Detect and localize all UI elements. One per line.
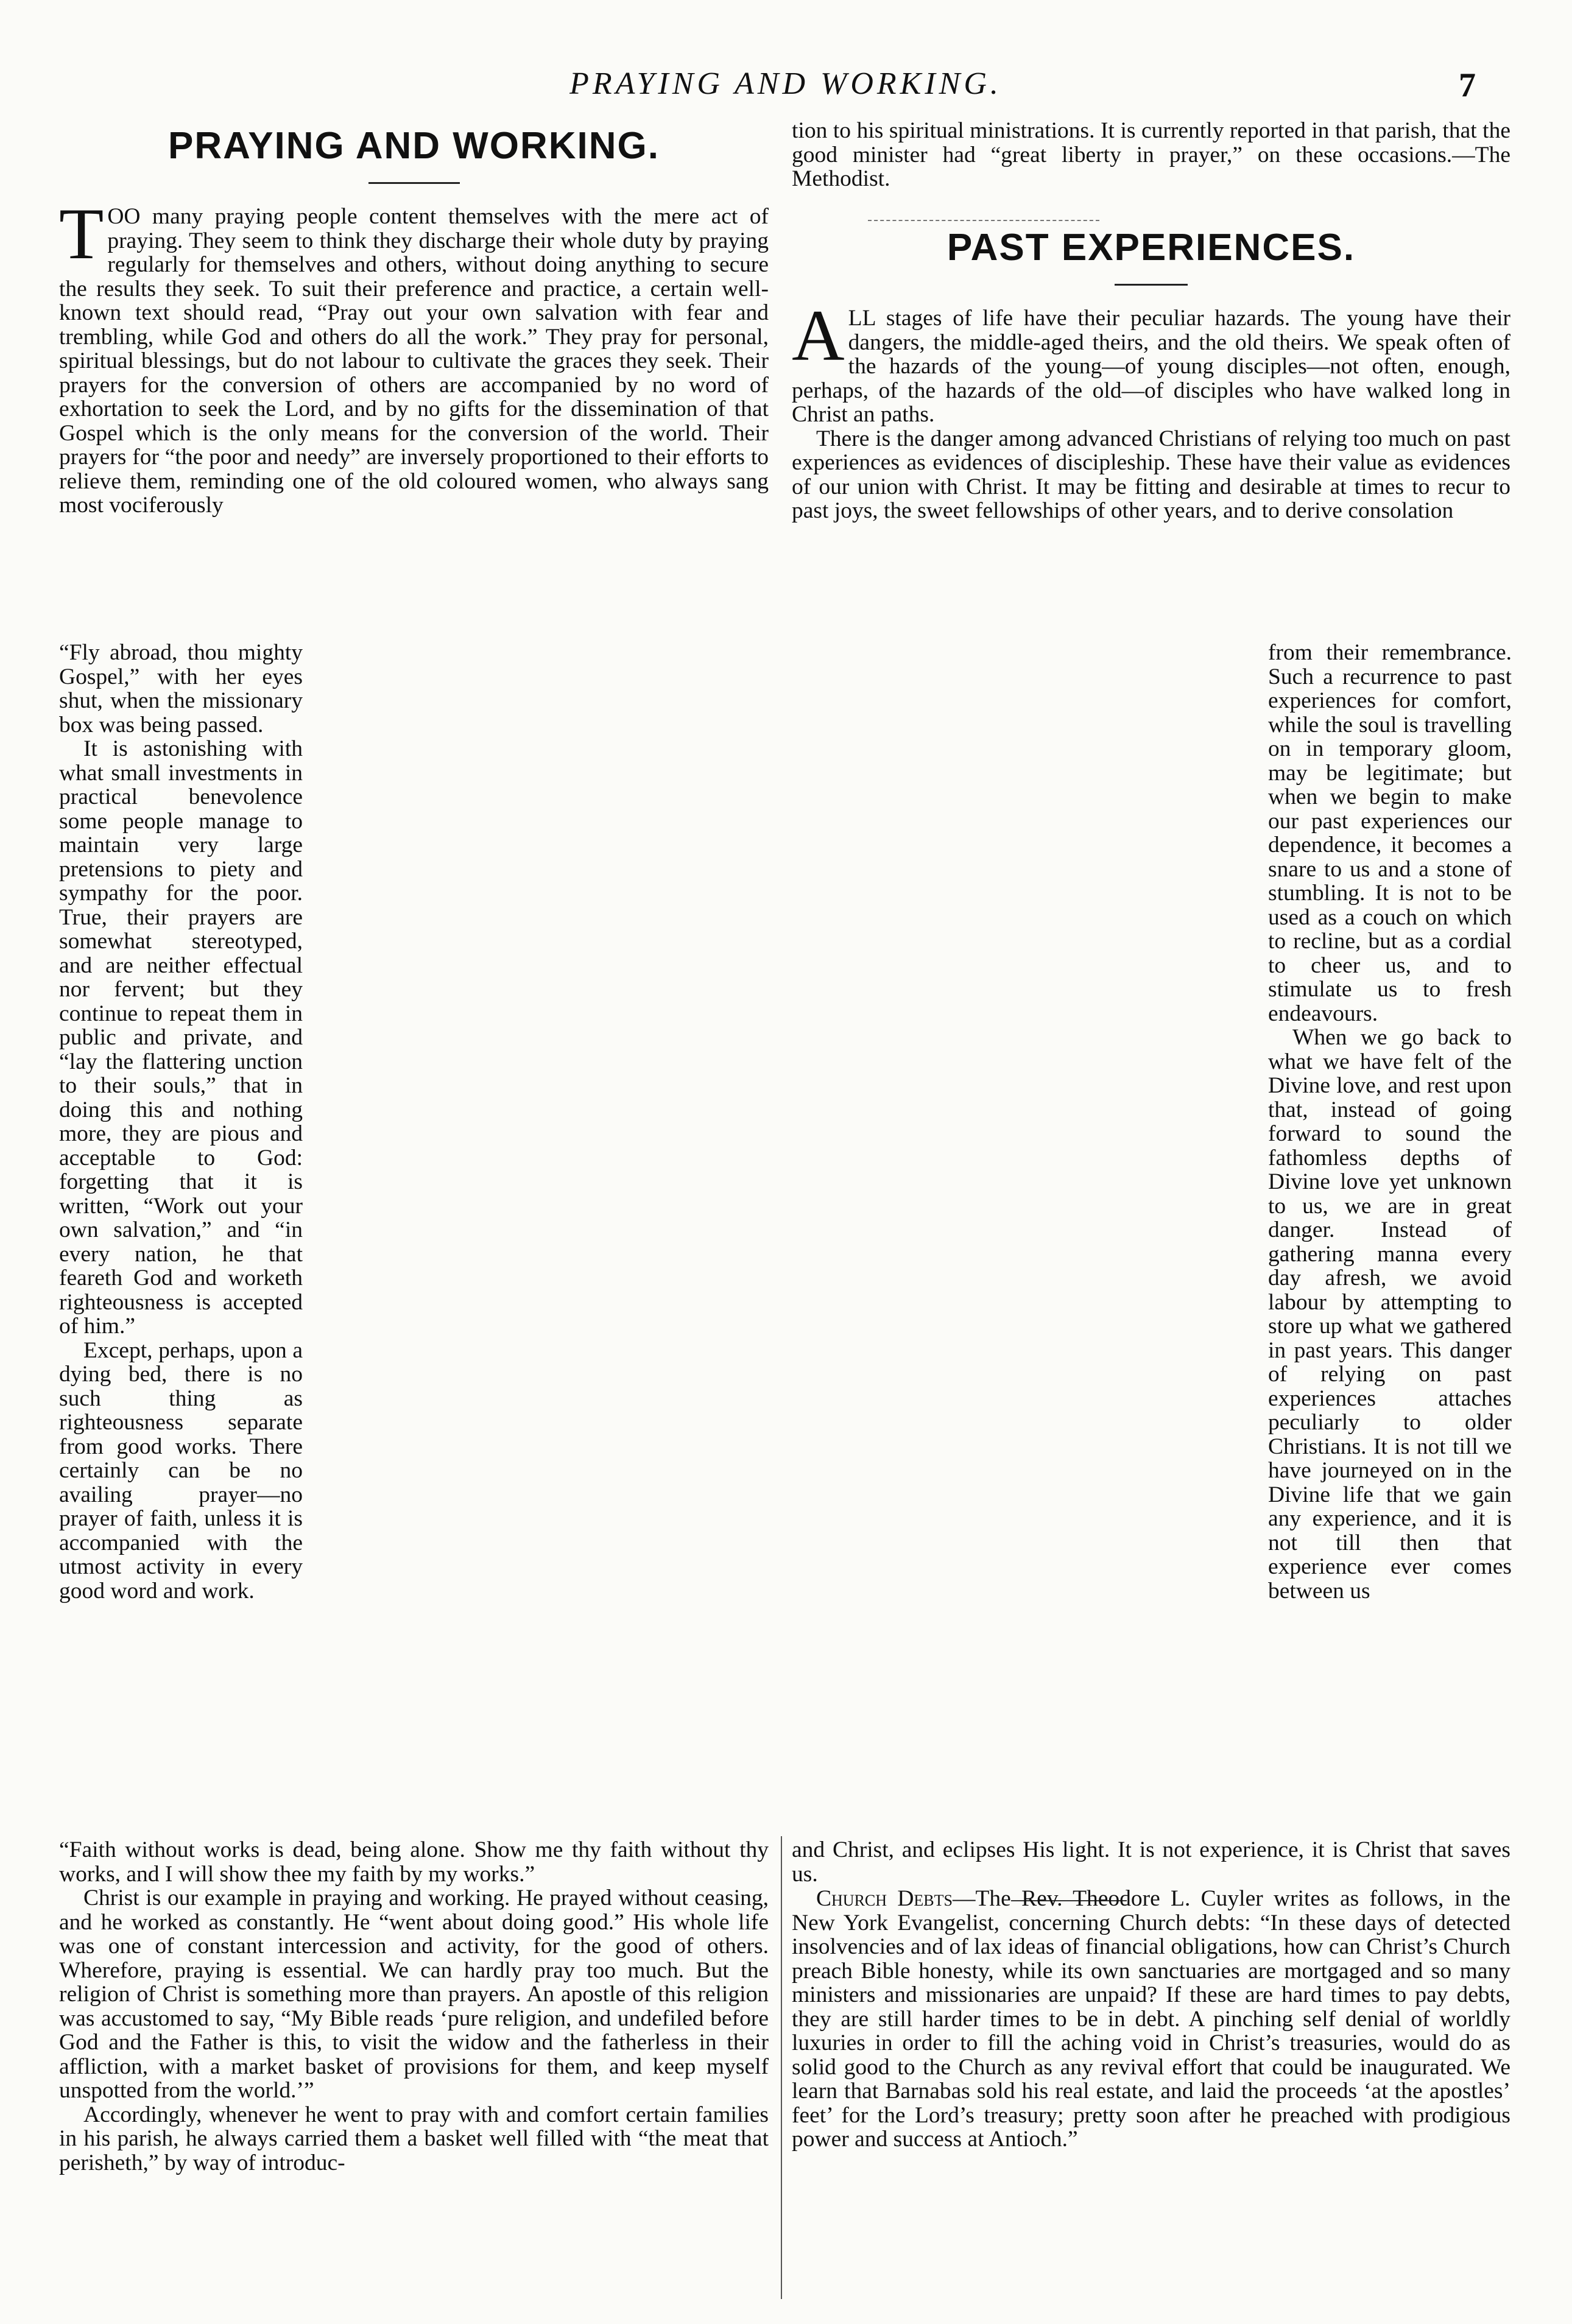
section-divider <box>868 220 1099 221</box>
intro-text: OO many praying people content themselves with the mere act of praying. They seem to think they discharge their whole duty by praying regularly for themselves and others, without doing anything to secure the results they seek. To suit their preference and practice, a certain well-known text should read, “Pray out your own salvation with fear and trembling, while God and others do all the work.” They pray for personal, spiritual blessings, but do not labour to cultivate the graces they seek. Their prayers for the conversion of others are accompanied by no word of exhortation to seek the Lord, and by no gifts for the dissemination of that Gospel which is the only means for the conversion of the world. Their prayers for “the poor and needy” are inversely proportioned to their efforts to relieve them, reminding one of the old coloured women, who always sang most vociferously <box>59 204 769 518</box>
title-rule <box>368 182 460 184</box>
intro-text: LL stages of life have their peculiar hazards. The young have their dangers, the middle-aged theirs, and the old theirs. We speak often of the hazards of the young—of young disciples—not often, enough, perhaps, of the hazards of the old—of disciples who have walked long in Christ an paths. <box>792 306 1510 427</box>
article-past-experiences <box>792 227 1510 523</box>
drop-cap: T <box>59 193 104 274</box>
left-wide-column <box>59 1838 769 2175</box>
paragraph: tion to his spiritual ministrations. It is currently reported in that parish, that the good minister had “great liberty in prayer,” on these occasions.—The Methodist. <box>792 118 1510 191</box>
paragraph: Christ is our example in praying and working. He prayed without ceasing, and he worked as constantly. He “went about doing good.” His whole life was one of constant intercession and activity, for the good of others. Wherefore, praying is essential. We can hardly pray too much. But the religion of Christ is something more than prayers. An apostle of this religion was accustomed to say, “My Bible reads ‘pure religion, and undefiled before God and the Father is this, to visit the widow and the fatherless in their affliction, with a market basket of provisions for them, and keep myself unspotted from the world.’” <box>59 1886 769 2103</box>
paragraph: When we go back to what we have felt of the Divine love, and rest upon that, instead of going forward to sound the fathomless depths of Divine love yet unknown to us, we are in great danger. Instead of gathering manna every day afresh, we avoid labour by attempting to store up what we gathered in past years. This danger of relying on past experiences attaches peculiarly to older Christians. It is not till we have journeyed on in the Divine life that we gain any experience, and it is not till then that experience ever comes between us <box>1268 1025 1512 1604</box>
drop-cap: A <box>792 295 845 376</box>
paragraph: “Faith without works is dead, being alone. Show me thy faith without thy works, and I will show thee my faith by my works.” <box>59 1837 769 1887</box>
left-narrow-column <box>59 641 303 1603</box>
column-divider <box>781 1836 782 2299</box>
page-number: 7 <box>1459 66 1476 104</box>
paragraph: from their remembrance. Such a recurrence to past experiences for comfort, while the soul is travelling on in temporary gloom, may be legitimate; but when we begin to make our past experiences our dependence, it becomes a snare to us and a stone of stumbling. It is not to be used as a couch on which to recline, but as a cordial to cheer us, and to stimulate us to fresh endeavours. <box>1268 640 1512 1026</box>
paragraph: Accordingly, whenever he went to pray with and comfort certain families in his parish, he always carried them a basket well filled with “the meat that perisheth,” by way of introduc- <box>59 2102 769 2175</box>
running-title: PRAYING AND WORKING. <box>569 66 1002 101</box>
article-praying-and-working <box>59 125 769 518</box>
body-text: —The Rev. Theodore L. Cuyler writes as follows, in the New York Evangelist, concerning Church debts: “In these days of detected insolvencies and of lax ideas of financial obligations, how can Christ’s Church preach Bible honesty, while its own sanctuaries are mortgaged and so many ministers and missionaries are unpaid? If these are hard times to pay debts, they are still harder times to be in debt. A pinching self denial of worldly luxuries in order to fill the aching void in Christ’s treasuries, would do as solid good to the Church as any revival effort that could be inaugurated. We learn that Barnabas sold his real estate, and laid the proceeds ‘at the apostles’ feet’ for the Lord’s treasury; pretty soon after he preached with prodigious power and success at Antioch.” <box>792 1886 1510 2152</box>
title-rule <box>1115 284 1188 286</box>
article-church-debts <box>792 1887 1510 2152</box>
article-title: PAST EXPERIENCES. <box>946 227 1356 269</box>
intro-paragraph <box>59 193 769 518</box>
intro-paragraph <box>792 295 1510 427</box>
paragraph <box>792 1887 1510 2152</box>
paragraph: Except, perhaps, upon a dying bed, there is no such thing as righteousness separate from good works. There certainly can be no availing prayer—no prayer of faith, unless it is accompanied with the utmost activity in every good word and work. <box>59 1337 303 1604</box>
paragraph: There is the danger among advanced Christians of relying too much on past experiences as evidences of discipleship. These have their value as evidences of our union with Christ. It may be fitting and desirable at times to recur to past joys, the sweet fellowships of other years, and to derive consolation <box>792 426 1510 523</box>
paragraph: It is astonishing with what small investments in practical benevolence some people manage to maintain very large pretensions to piety and sympathy for the poor. True, their prayers are somewhat stereotyped, and are neither effectual nor fervent; but they continue to repeat them in public and private, and “lay the flattering unction to their souls,” that in doing this and nothing more, they are pious and acceptable to God: forgetting that it is written, “Work out your own salvation,” and “in every nation, he that feareth God and worketh righteousness is accepted of him.” <box>59 736 303 1339</box>
right-narrow-column <box>1268 641 1512 1603</box>
article-title: PRAYING AND WORKING. <box>167 125 660 167</box>
right-wide-continuation <box>792 1838 1510 1886</box>
paragraph: and Christ, and eclipses His light. It is not experience, it is Christ that saves us. <box>792 1837 1510 1887</box>
lead-in: Church Debts <box>816 1886 953 1911</box>
paragraph: “Fly abroad, thou mighty Gospel,” with her eyes shut, when the missionary box was being passed. <box>59 640 303 738</box>
continuation-text <box>792 119 1510 191</box>
